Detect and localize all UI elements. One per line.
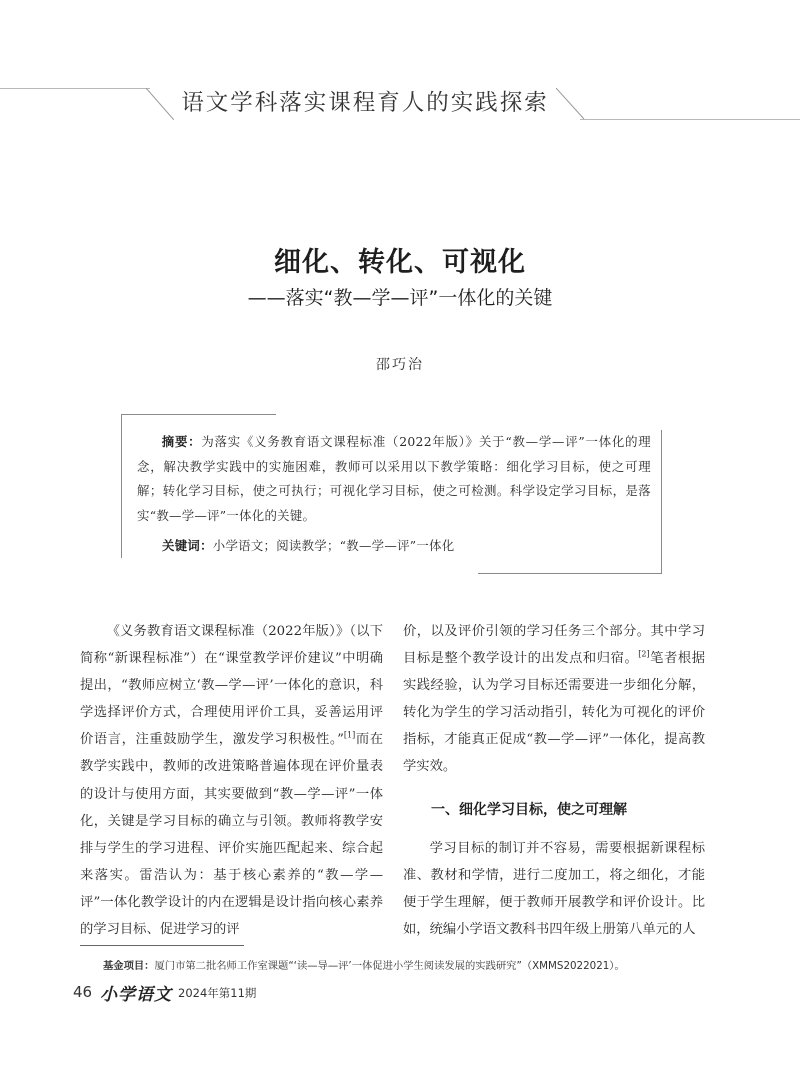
reference-1: [1] xyxy=(343,730,356,740)
abstract-frame-top xyxy=(122,414,276,415)
abstract-label: 摘要： xyxy=(161,434,202,449)
article-subtitle: ——落实“教—学—评”一体化的关键 xyxy=(247,287,553,309)
body-paragraph xyxy=(403,618,705,781)
keywords-text: 小学语文；阅读教学；“教—学—评”一体化 xyxy=(212,538,455,553)
reference-2: [2] xyxy=(638,649,650,659)
journal-name: 小学语文 xyxy=(100,985,172,1005)
footnote-label: 基金项目： xyxy=(103,960,155,972)
banner-slash-left xyxy=(142,88,174,120)
column-title: 语文学科落实课程育人的实践探索 xyxy=(181,90,549,116)
keywords-label: 关键词： xyxy=(162,538,213,553)
abstract-frame-right xyxy=(661,430,662,574)
keywords xyxy=(162,534,642,558)
footnote xyxy=(103,958,713,974)
body-text: 《义务教育语文课程标准（2022年版）》（以下简称“新课程标准”）在“课堂教学评价建议”中明确提出，“教师应树立‘教—学—评’一体化的意识，科学选择评价方式，合理使用评价工具，妥善运用评价语言，注重鼓励学生，激发学习积极性。” xyxy=(80,624,383,748)
abstract-text: 为落实《义务教育语文课程标准（2022年版）》关于“教—学—评”一体化的理念，解决教学实践中的实施困难，教师可以采用以下教学策略：细化学习目标，使之可理解；转化学习目标，使之可执行；可视化学习目标，使之可检测。科学设定学习目标，是落实“教—学—评”一体化的关键。 xyxy=(137,434,651,523)
body-text: 价，以及评价引领的学习任务三个部分。其中学习目标是整个教学设计的出发点和归宿。 xyxy=(403,624,705,667)
footnote-text: 厦门市第二批名师工作室课题“‘读—导—评’一体促进小学生阅读发展的实践研究”（XMMS2022021）。 xyxy=(154,960,625,972)
body-column-left xyxy=(80,618,383,943)
page-number: 46 xyxy=(73,983,93,1001)
footnote-rule xyxy=(80,945,244,946)
abstract xyxy=(137,430,651,528)
abstract-frame-left xyxy=(121,414,122,558)
body-paragraph: 学习目标的制订并不容易，需要根据新课程标准、教材和学情，进行二度加工，将之细化，才能便于学生理解，便于教师开展教学和评价设计。比如，统编小学语文教科书四年级上册第八单元的人 xyxy=(403,840,705,937)
abstract-frame-bottom xyxy=(478,573,662,574)
article-title: 细化、转化、可视化 xyxy=(274,247,526,278)
section-heading-1: 一、细化学习目标，使之可理解 xyxy=(431,801,627,818)
body-column-right xyxy=(403,618,705,943)
body-paragraph xyxy=(80,618,383,943)
banner-rule-right xyxy=(580,119,800,120)
banner-rule-left xyxy=(0,88,150,89)
article-author: 邵巧治 xyxy=(376,357,424,373)
body-text: 而在教学实践中，教师的改进策略普遍体现在评价量表的设计与使用方面，其实要做到“教—学—评”一体化，关键是学习目标的确立与引领。教师将教学安排与学生的学习进程、评价实施匹配起来、综合起来落实。雷浩认为：基于核心素养的“教—学—评”一体化教学设计的内在逻辑是设计指向核心素养的学习目标、促进学习的评 xyxy=(80,732,383,938)
body-text: 笔者根据实践经验，认为学习目标还需要进一步细化分解，转化为学生的学习活动指引，转化为可视化的评价指标，才能真正促成“教—学—评”一体化，提高教学实效。 xyxy=(403,651,706,775)
banner-slash-right xyxy=(556,88,588,120)
issue-info: 2024年第11期 xyxy=(178,986,257,1000)
